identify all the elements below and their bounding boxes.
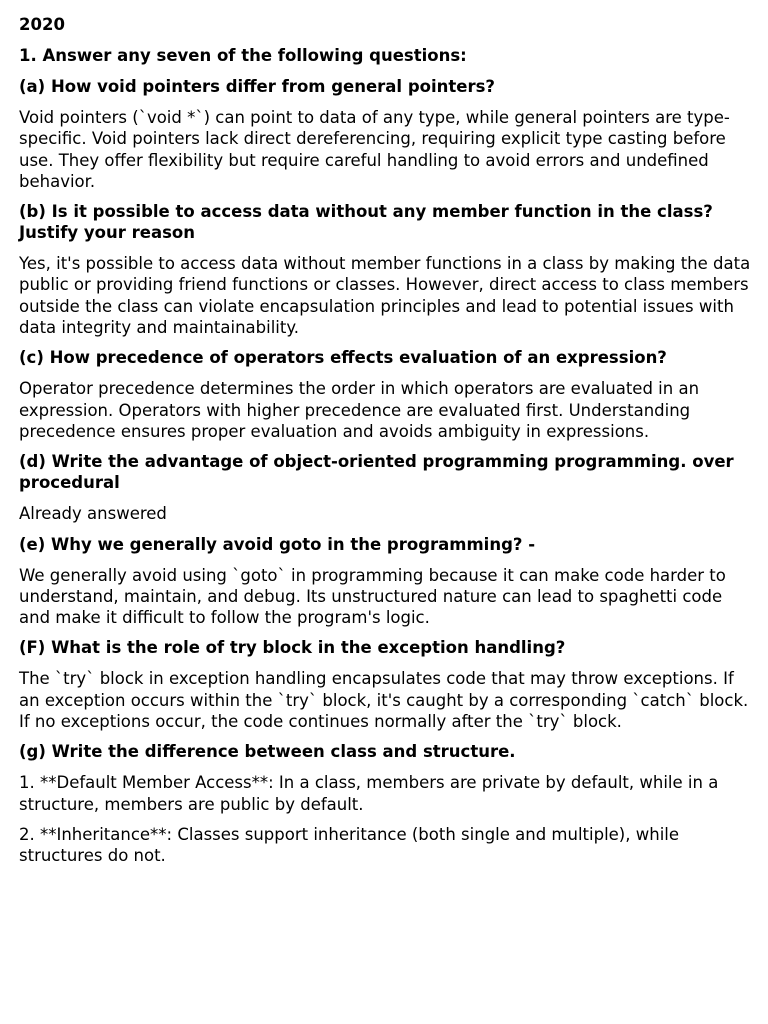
question-a: (a) How void pointers differ from general pointers?	[19, 77, 495, 96]
answer-a: Void pointers (`void *`) can point to data of any type, while general pointers are type-specific. Void pointers lack direct dereferencing, requiring explicit type casting before use. They offer flexibility but require careful handling to avoid errors and undefined behavior.	[19, 108, 730, 191]
question-f: (F) What is the role of try block in the exception handling?	[19, 638, 566, 658]
answer-e: We generally avoid using `goto` in programming because it can make code harder to understand, maintain, and debug. Its unstructured nature can lead to spaghetti code and make it difficult to follow the program's logic.	[19, 565, 726, 628]
answer-b: Yes, it's possible to access data without member functions in a class by making the data public or providing friend functions or classes. However, direct access to class members outside the class can violate encapsulation principles and lead to potential issues with data integrity and maintainability.	[19, 254, 751, 338]
question-b: (b) Is it possible to access data without any member function in the class? Justify your reason	[19, 202, 713, 243]
question-c: (c) How precedence of operators effects evaluation of an expression?	[19, 348, 667, 368]
question-d: (d) Write the advantage of object-oriented programming programming. over procedural	[19, 452, 734, 493]
question-e: (e) Why we generally avoid goto in the programming? -	[19, 534, 536, 554]
section-heading: 1. Answer any seven of the following questions:	[19, 46, 467, 65]
answer-g-point-1: 1. **Default Member Access**: In a class, members are private by default, while in a structure, members are public by default.	[19, 773, 719, 814]
answer-g-point-2: 2. **Inheritance**: Classes support inheritance (both single and multiple), while structures do not.	[19, 824, 680, 866]
question-g: (g) Write the difference between class and structure.	[19, 742, 516, 762]
document-page	[19, 14, 754, 876]
answer-d: Already answered	[19, 504, 167, 524]
document-year: 2020	[19, 15, 65, 34]
answer-c: Operator precedence determines the order in which operators are evaluated in an expression. Operators with higher precedence are evaluated first. Understanding precedence ensures proper evaluation and avoids ambiguity in expressions.	[19, 379, 700, 441]
answer-f: The `try` block in exception handling encapsulates code that may throw exceptions. If an exception occurs within the `try` block, it's caught by a corresponding `catch` block. If no exceptions occur, the code continues normally after the `try` block.	[19, 669, 749, 732]
